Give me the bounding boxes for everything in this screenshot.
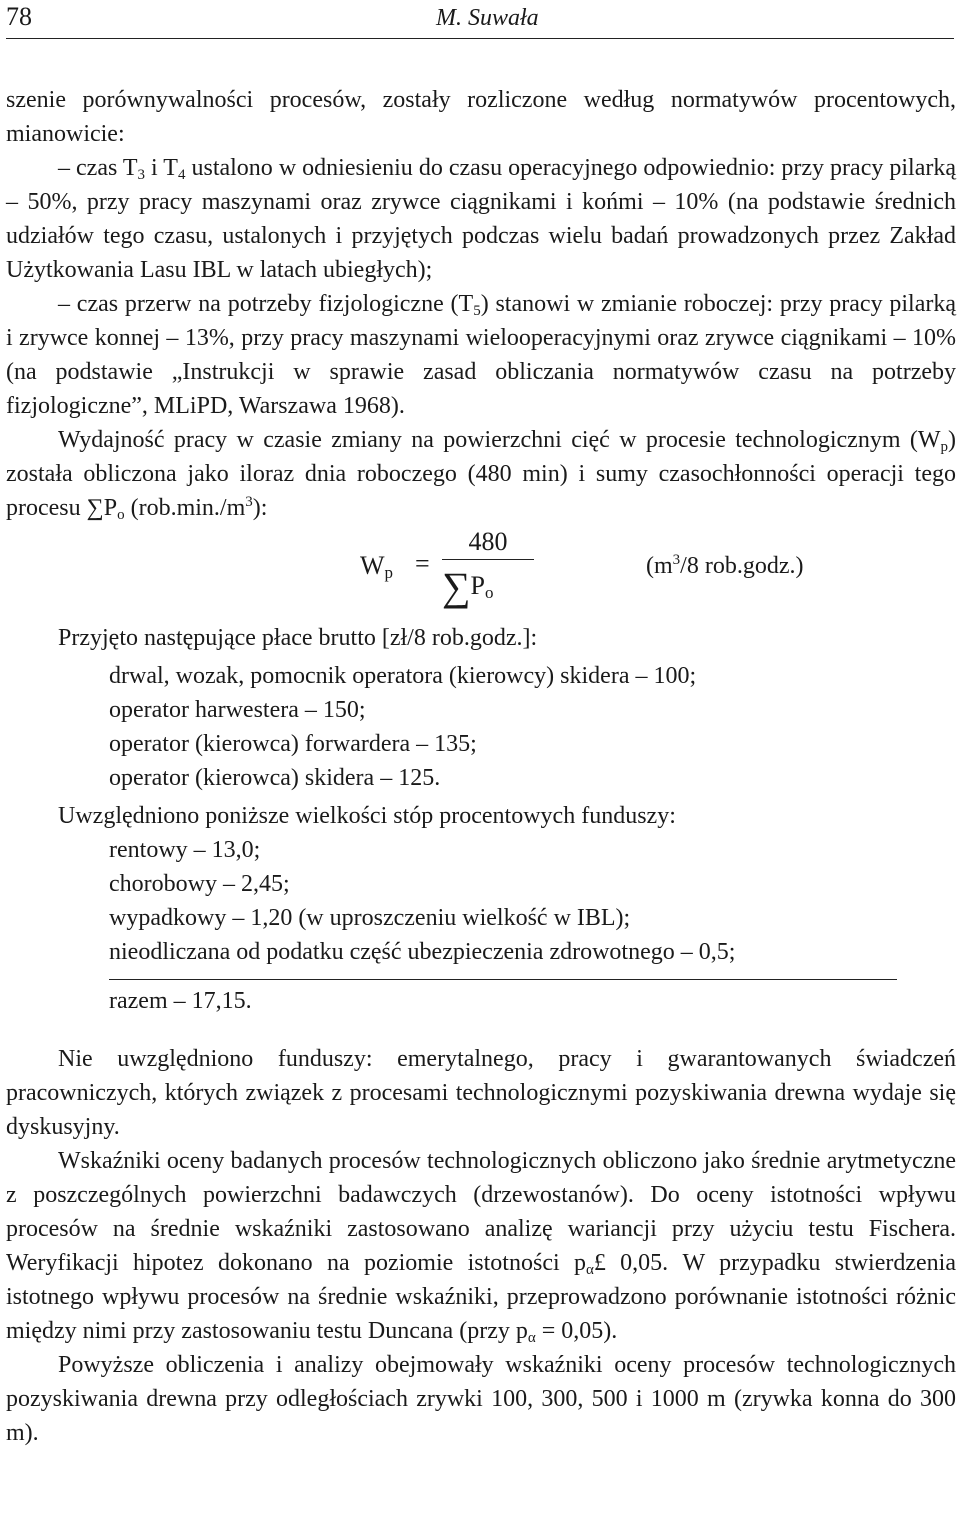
paragraph-scope: Powyższe obliczenia i analizy obejmowały wskaźniki oceny procesów technologicznych pozyskiwania drewna przy odległościach zrywki 100, 300, 500 i 1000 m (zrywka konna do 300 m). (6, 1352, 956, 1446)
list-item: operator harwestera – 150; (109, 697, 366, 723)
paragraph-indicators: Wskaźniki oceny badanych procesów technologicznych obliczono jako średnie arytmetyczne z poszczególnych powierzchni badawczych (drzewostanów). Do oceny istotności wpływu procesów na średnie wskaźniki zastosowano analizę wariancji przy użyciu testu Fischera. Weryfikacji hipotez dokonano na poziomie istotności $p_\alpha£$ 0,05. W przypadku stwierdzenia istotnego wpływu procesów na średnie wskaźniki, przeprowadzono porównanie istotności różnic między nimi przy zastosowaniu testu Duncana (przy $p_\alpha = 0,05$). (6, 1148, 956, 1346)
page-body (6, 83, 956, 1450)
running-head: M. Suwała (436, 5, 539, 31)
formula-equals: = (415, 549, 430, 578)
list-item: chorobowy – 2,45; (109, 871, 290, 897)
funds-intro: Uwzględniono poniższe wielkości stóp procentowych funduszy: (58, 803, 676, 829)
funds-list (6, 833, 956, 969)
list-item: operator (kierowca) forwardera – 135; (109, 731, 477, 757)
page-number: 78 (6, 2, 32, 31)
paragraph-productivity: Wydajność pracy w czasie zmiany na powierzchni cięć w procesie technologicznym $(W_p)$ została obliczona jako iloraz dnia roboczego (480 min) i sumy czasochłonności operacji tego procesu $\sum P_o$ $(rob.\min./m^3)$: (6, 427, 956, 523)
sigma-symbol: ∑ (442, 564, 471, 609)
list-item: wypadkowy – 1,20 (w uproszczeniu wielkość w IBL); (109, 905, 631, 931)
list-item: – czas przerw na potrzeby fizjologiczne $(T_5)$ stanowi w zmianie roboczej: przy pracy pilarką i zrywce konnej – 13%, przy pracy maszynami wielooperacyjnymi oraz zrywce ciągnikami – 10% (na podstawie „Instrukcji w sprawie zasad obliczania normatywów czasu na potrzeby fizjologiczne”, MLiPD, Warszawa 1968). (6, 291, 956, 419)
formula-lhs: $W_p$ (360, 551, 394, 582)
sum-rule (109, 979, 897, 980)
page-header (6, 0, 954, 39)
formula-productivity (6, 529, 956, 621)
wages-list (6, 659, 956, 795)
funds-total: razem – 17,15. (109, 988, 252, 1014)
list-item: drwal, wozak, pomocnik operatora (kierowcy) skidera – 100; (109, 663, 697, 689)
fraction-bar (442, 559, 534, 560)
list-item: nieodliczana od podatku część ubezpieczenia zdrowotnego – 0,5; (109, 939, 736, 965)
formula-unit: ($m^3/8$ rob.godz.) (646, 552, 804, 579)
wages-intro: Przyjęto następujące płace brutto [zł/8 rob.godz.]: (58, 625, 538, 651)
list-item: – czas $T_3$ i $T_4$ ustalono w odniesieniu do czasu operacyjnego odpowiednio: przy pracy pilarką – 50%, przy pracy maszynami oraz zrywce ciągnikami i końmi – 10% (na podstawie średnich udziałów tego czasu, ustalonych i przyjętych podczas wielu badań prowadzonych przez Zakład Użytkowania Lasu IBL w latach ubiegłych); (6, 155, 956, 283)
formula-denominator: $\sum P_o$ (442, 564, 494, 609)
paragraph-funds-note: Nie uwzględniono funduszy: emerytalnego, pracy i gwarantowanych świadczeń pracowniczych, których związek z procesami technologicznymi pozyskiwania drewna wydaje się dyskusyjny. (6, 1046, 956, 1140)
list-item: rentowy – 13,0; (109, 837, 261, 863)
list-item: operator (kierowca) skidera – 125. (109, 765, 441, 791)
formula-numerator: 480 (468, 527, 508, 556)
paragraph-intro: szenie porównywalności procesów, zostały rozliczone według normatywów procentowych, mianowicie: (6, 87, 956, 147)
